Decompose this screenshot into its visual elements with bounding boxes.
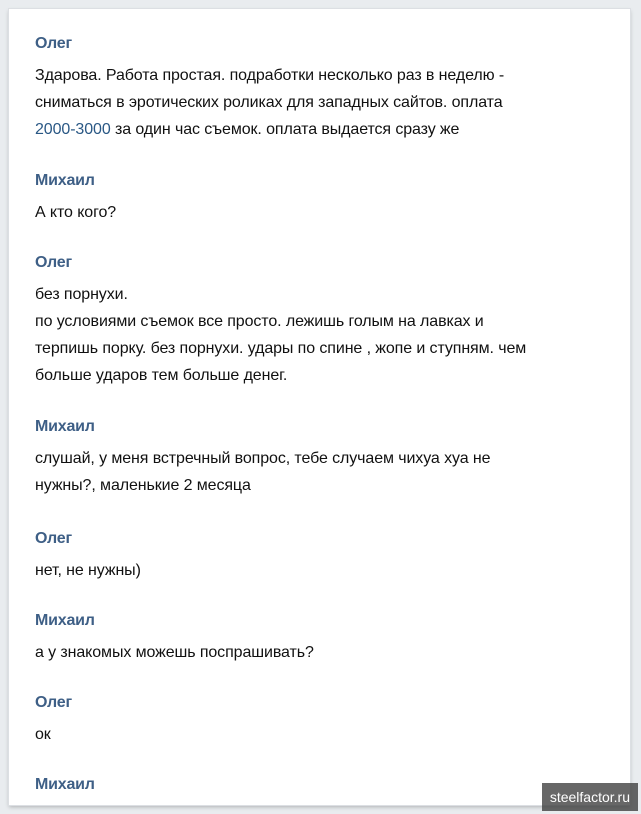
watermark: steelfactor.ru bbox=[542, 783, 638, 811]
message bbox=[35, 253, 616, 389]
message-author[interactable]: Михаил bbox=[35, 418, 95, 435]
message-line: по условиями съемок все просто. лежишь голым на лавках и bbox=[35, 313, 484, 330]
chat-card bbox=[9, 9, 630, 805]
message-line: А кто кого? bbox=[35, 204, 117, 221]
message-line: терпишь порку. без порнухи. удары по спине , жопе и ступням. чем bbox=[35, 340, 527, 357]
message-author[interactable]: Михаил bbox=[35, 172, 95, 189]
message bbox=[35, 417, 616, 499]
message-author[interactable]: Олег bbox=[35, 35, 72, 52]
message-line: больше ударов тем больше денег. bbox=[35, 367, 288, 384]
message-line: нет, не нужны) bbox=[35, 562, 141, 579]
message-line: нужны?, маленькие 2 месяца bbox=[35, 477, 251, 494]
message-author[interactable]: Михаил bbox=[35, 776, 95, 793]
message bbox=[35, 693, 616, 748]
message-author[interactable]: Олег bbox=[35, 254, 72, 271]
message-line: сниматься в эротических роликах для западных сайтов. оплата bbox=[35, 94, 503, 111]
message-author[interactable]: Олег bbox=[35, 530, 72, 547]
message-author[interactable]: Михаил bbox=[35, 612, 95, 629]
message-line: ок bbox=[35, 726, 51, 743]
message bbox=[35, 171, 616, 226]
message-line: а у знакомых можешь поспрашивать? bbox=[35, 644, 314, 661]
message-line bbox=[35, 116, 616, 143]
message bbox=[35, 34, 616, 143]
message-line: Здарова. Работа простая. подработки несколько раз в неделю - bbox=[35, 67, 505, 84]
message-line: слушай, у меня встречный вопрос, тебе случаем чихуа хуа не bbox=[35, 450, 491, 467]
message bbox=[35, 611, 616, 666]
amount-link[interactable]: 2000-3000 bbox=[35, 121, 111, 138]
message-line-tail: за один час съемок. оплата выдается сразу же bbox=[110, 121, 460, 138]
message-line: без порнухи. bbox=[35, 286, 128, 303]
message bbox=[35, 529, 616, 584]
message bbox=[35, 775, 616, 803]
message-author[interactable]: Олег bbox=[35, 694, 72, 711]
